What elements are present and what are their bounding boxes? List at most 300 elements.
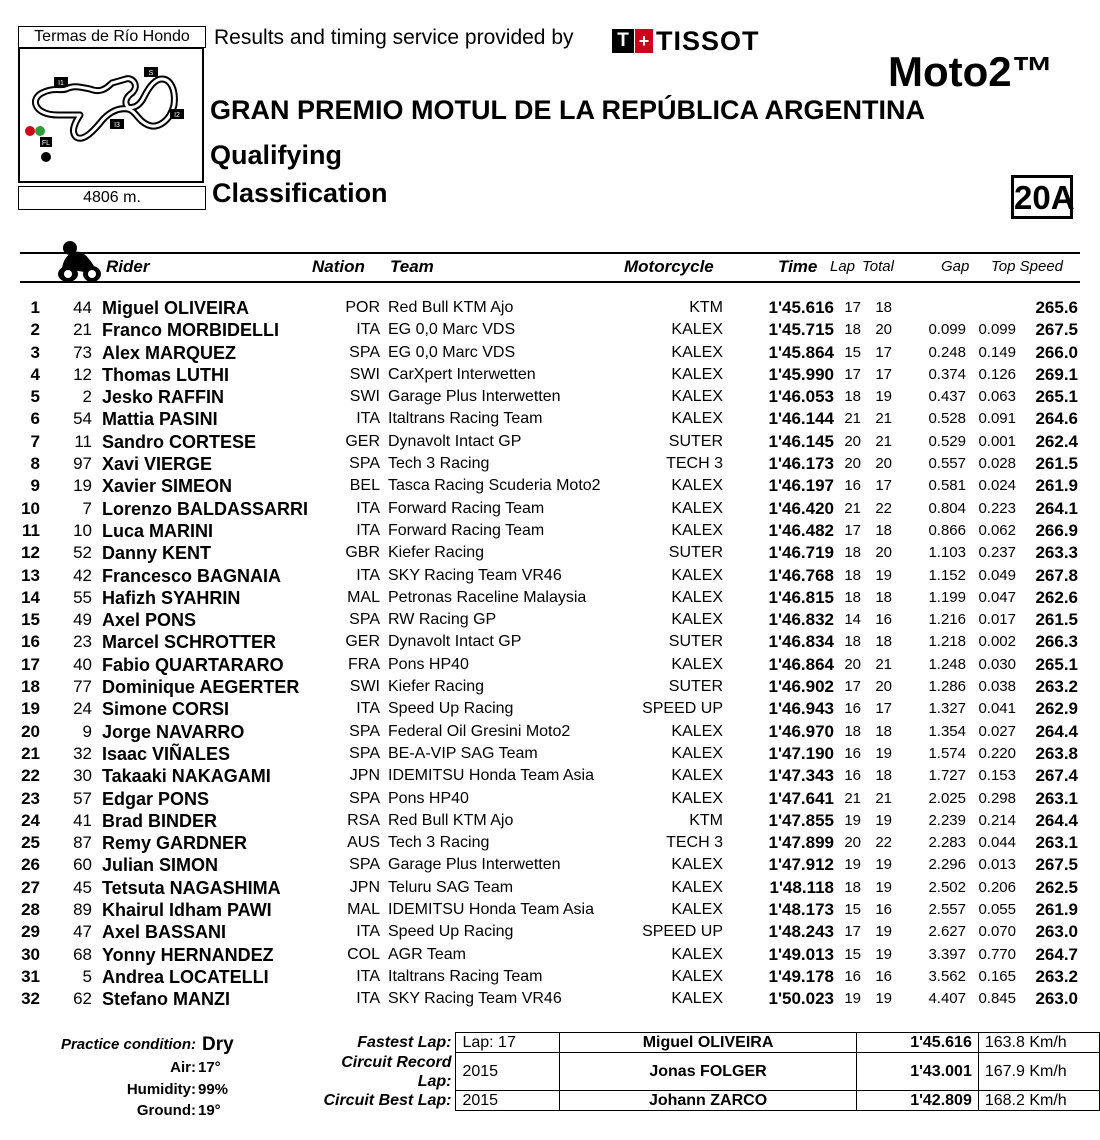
position: 11 [22,520,40,540]
gap-first: 1.727 [928,767,966,785]
team: EG 0,0 Marc VDS [388,321,516,339]
motorcycle: KALEX [671,611,723,629]
total-laps: 19 [875,811,892,829]
col-gap: Gap [941,258,970,275]
record-label: Circuit Record Lap: [341,1053,452,1090]
team: Kiefer Racing [388,678,485,696]
table-row [0,587,1100,609]
total-laps: 18 [875,633,892,651]
nation: GBR [345,544,380,562]
position: 6 [30,409,40,429]
lap-time: 1'45.990 [768,364,834,384]
col-motorcycle: Motorcycle [624,257,714,276]
best-lap: 18 [844,722,861,740]
total-laps: 18 [875,521,892,539]
gap-previous: 0.237 [978,544,1016,562]
gap-first: 4.407 [928,990,966,1008]
team: Italtrans Racing Team [388,967,543,985]
rider-number: 60 [73,855,92,875]
top-speed: 261.9 [1035,900,1078,920]
top-speed: 263.3 [1035,543,1078,563]
top-speed: 269.1 [1035,364,1078,384]
table-row [0,342,1100,364]
top-speed: 267.4 [1035,766,1078,786]
team: SKY Racing Team VR46 [388,566,562,584]
gap-first: 1.199 [928,588,966,606]
top-speed: 265.1 [1035,654,1078,674]
nation: RSA [347,811,380,829]
rider-name: Axel BASSANI [102,922,227,943]
top-speed: 263.8 [1035,743,1078,763]
best-lap: 20 [844,655,861,673]
best-lap: 16 [844,744,861,762]
lap-time: 1'48.173 [768,900,834,920]
motorcycle: KALEX [671,744,723,762]
team: Red Bull KTM Ajo [388,811,514,829]
rider-name: Lorenzo BALDASSARRI [102,498,308,519]
motorcycle: KALEX [671,321,723,339]
position: 13 [21,565,40,585]
total-laps: 18 [875,588,892,606]
gap-first: 0.528 [928,410,966,428]
tissot-logo [612,25,760,56]
record-label: Fastest Lap: [357,1034,452,1051]
total-laps: 22 [875,834,892,852]
gap-previous: 0.027 [978,722,1016,740]
rider-number: 55 [73,587,92,607]
best-lap: 15 [844,945,861,963]
best-lap: 20 [844,432,861,450]
circuit-length: 4806 m. [18,186,206,210]
rider-name: Jesko RAFFIN [102,387,225,408]
gap-first: 1.152 [928,566,966,584]
gap-previous: 0.153 [978,767,1016,785]
total-laps: 16 [875,967,892,985]
rider-name: Dominique AEGERTER [102,677,300,698]
table-row [0,631,1100,653]
top-speed: 263.1 [1035,833,1078,853]
rider-number: 24 [73,699,92,719]
gap-previous: 0.070 [978,923,1016,941]
team: Garage Plus Interwetten [388,856,561,874]
gap-first: 0.581 [928,477,966,495]
nation: SPA [349,744,380,762]
position: 1 [30,298,40,317]
best-lap: 18 [844,544,861,562]
table-row [0,721,1100,743]
record-rider: Miguel OLIVEIRA [559,1033,856,1053]
position: 15 [21,610,40,630]
rider-number: 77 [73,677,92,697]
team: Dynavolt Intact GP [388,633,522,651]
total-laps: 20 [875,678,892,696]
rider-name: Andrea LOCATELLI [102,966,269,987]
nation: SPA [349,856,380,874]
team: Red Bull KTM Ajo [388,299,514,316]
team: RW Racing GP [388,611,497,629]
nation: ITA [356,990,380,1008]
top-speed: 265.1 [1035,387,1078,407]
top-speed: 262.5 [1035,877,1078,897]
rider-name: Xavier SIMEON [102,476,233,497]
position: 23 [21,788,40,808]
table-row [0,944,1100,966]
rider-name: Xavi VIERGE [102,454,213,475]
gap-previous: 0.223 [978,499,1016,517]
position: 22 [21,766,40,786]
table-row [0,743,1100,765]
motorcycle: KALEX [671,789,723,807]
rider-number: 40 [73,654,92,674]
gap-first: 0.804 [928,499,966,517]
table-row [0,475,1100,497]
best-lap: 15 [844,343,861,361]
rider-name: Brad BINDER [102,810,218,831]
nation: JPN [349,767,380,785]
gap-previous: 0.013 [978,856,1016,874]
total-laps: 20 [875,544,892,562]
position: 10 [21,498,40,518]
nation: ITA [356,566,380,584]
total-laps: 22 [875,499,892,517]
rider-name: Danny KENT [102,543,212,564]
table-row [0,431,1100,453]
circuit-name: Termas de Río Hondo [18,26,206,48]
table-row [0,609,1100,631]
rider-name: Miguel OLIVEIRA [102,298,250,318]
gap-previous: 0.002 [978,633,1016,651]
lap-time: 1'46.864 [768,654,834,674]
rider-name: Stefano MANZI [102,989,230,1010]
position: 16 [21,632,40,652]
nation: ITA [356,700,380,718]
table-row [0,565,1100,587]
rider-number: 9 [82,721,92,741]
motorcycle: KTM [689,299,723,316]
best-lap: 19 [844,990,861,1008]
record-time: 1'43.001 [857,1053,979,1091]
rider-number: 62 [73,989,92,1009]
table-row [0,297,1100,319]
rider-number: 54 [73,409,92,429]
header-top-line [20,252,1080,254]
gap-first: 1.216 [928,611,966,629]
gap-previous: 0.149 [978,343,1016,361]
top-speed: 263.0 [1035,922,1078,942]
top-speed: 264.6 [1035,409,1078,429]
position: 2 [30,320,40,340]
total-laps: 19 [875,878,892,896]
gap-first: 0.866 [928,521,966,539]
rider-name: Mattia PASINI [102,409,218,430]
air-value: 17° [198,1059,221,1076]
col-rider: Rider [106,257,150,276]
gap-previous: 0.126 [978,365,1016,383]
motorcycle: SPEED UP [642,923,723,941]
rider-name: Tetsuta NAGASHIMA [102,877,281,898]
top-speed: 264.1 [1035,498,1078,518]
fl-marker: FL [41,140,51,147]
position: 19 [21,699,40,719]
gap-first: 2.627 [928,923,966,941]
table-row [0,899,1100,921]
motorcycle: KALEX [671,477,723,495]
s-marker: S [148,70,154,77]
lap-records-table [298,1032,1100,1111]
rider-number: 21 [73,320,92,340]
top-speed: 263.0 [1035,989,1078,1009]
top-speed: 263.2 [1035,966,1078,986]
lap-time: 1'46.420 [768,498,834,518]
best-lap: 15 [844,901,861,919]
document-code: 20A [1011,175,1073,219]
gap-first: 0.248 [928,343,966,361]
top-speed: 266.9 [1035,520,1078,540]
position: 12 [21,543,40,563]
total-laps: 19 [875,388,892,406]
gap-first: 0.374 [928,365,966,383]
event-title: GRAN PREMIO MOTUL DE LA REPÚBLICA ARGENTINA [210,95,925,125]
top-speed: 263.2 [1035,677,1078,697]
rider-name: Marcel SCHROTTER [102,632,277,653]
rider-name: Isaac VIÑALES [102,743,231,764]
table-row [0,988,1100,1010]
total-laps: 19 [875,744,892,762]
table-row [0,520,1100,542]
team: Petronas Raceline Malaysia [388,588,587,606]
top-speed: 263.1 [1035,788,1078,808]
gap-first: 1.327 [928,700,966,718]
rider-number: 57 [73,788,92,808]
nation: GER [345,633,380,651]
table-row [0,765,1100,787]
position: 9 [30,476,40,496]
rider-number: 30 [73,766,92,786]
top-speed: 267.5 [1035,320,1078,340]
record-row [298,1053,1100,1091]
rider-number: 32 [73,743,92,763]
position: 17 [21,654,40,674]
rider-number: 12 [73,364,92,384]
gap-first: 3.397 [928,945,966,963]
table-row [0,877,1100,899]
table-row [0,654,1100,676]
best-lap: 18 [844,878,861,896]
position: 5 [30,387,40,407]
team: Kiefer Racing [388,544,485,562]
total-laps: 16 [875,611,892,629]
motorcycle: KALEX [671,878,723,896]
rider-number: 7 [82,498,92,518]
best-lap: 17 [844,678,861,696]
gap-first: 1.286 [928,678,966,696]
lap-time: 1'46.173 [768,454,834,474]
lap-time: 1'46.197 [768,476,834,496]
record-label: Circuit Best Lap: [323,1092,452,1109]
lap-time: 1'45.616 [768,298,834,317]
motorcycle: KALEX [671,990,723,1008]
best-lap: 17 [844,299,861,316]
motorcycle: KALEX [671,588,723,606]
best-lap: 21 [844,499,861,517]
motorcycle: TECH 3 [666,455,723,473]
best-lap: 16 [844,767,861,785]
col-top-speed: Top Speed [991,258,1064,275]
rider-name: Fabio QUARTARARO [102,654,284,675]
nation: SPA [349,343,380,361]
lap-time: 1'46.970 [768,721,834,741]
gap-previous: 0.030 [978,655,1016,673]
top-speed: 265.6 [1035,298,1078,317]
total-laps: 21 [875,432,892,450]
gap-previous: 0.017 [978,611,1016,629]
position: 30 [21,944,40,964]
gap-previous: 0.062 [978,521,1016,539]
lap-time: 1'46.144 [768,409,834,429]
team: Pons HP40 [388,789,469,807]
gap-previous: 0.028 [978,455,1016,473]
gap-previous: 0.001 [978,432,1016,450]
total-laps: 20 [875,321,892,339]
rider-name: Remy GARDNER [102,833,248,854]
rider-number: 97 [73,454,92,474]
nation: SWI [349,678,380,696]
team: Garage Plus Interwetten [388,388,561,406]
team: Forward Racing Team [388,499,545,517]
best-lap: 18 [844,633,861,651]
nation: ITA [356,321,380,339]
nation: ITA [356,967,380,985]
rider-number: 10 [73,520,92,540]
gap-first: 1.248 [928,655,966,673]
position: 4 [30,364,40,384]
record-rider: Johann ZARCO [559,1091,856,1111]
table-row [0,498,1100,520]
total-laps: 21 [875,655,892,673]
team: Teluru SAG Team [388,878,514,896]
rider-name: Jorge NAVARRO [102,721,245,742]
provider-text: Results and timing service provided by [214,26,574,49]
table-row [0,408,1100,430]
team: Speed Up Racing [388,923,514,941]
total-laps: 21 [875,410,892,428]
rider-name: Sandro CORTESE [102,431,257,452]
rider-number: 42 [73,565,92,585]
record-rider: Jonas FOLGER [559,1053,856,1091]
logo-word: TISSOT [656,25,760,56]
rider-name: Hafizh SYAHRIN [102,587,241,608]
gap-previous: 0.298 [978,789,1016,807]
total-laps: 20 [875,455,892,473]
rider-name: Julian SIMON [102,855,219,876]
gap-previous: 0.047 [978,588,1016,606]
gap-first: 2.557 [928,901,966,919]
motorcycle: KALEX [671,856,723,874]
rider-number: 52 [73,543,92,563]
circuit-map [18,47,204,183]
ground-value: 19° [198,1102,221,1119]
rider-name: Thomas LUTHI [102,364,230,385]
gap-previous: 0.044 [978,834,1016,852]
record-time: 1'45.616 [857,1033,979,1053]
top-speed: 264.7 [1035,944,1078,964]
rider-number: 41 [73,810,92,830]
rider-number: 23 [73,632,92,652]
team: IDEMITSU Honda Team Asia [388,767,595,785]
rider-number: 19 [73,476,92,496]
lap-time: 1'46.145 [768,431,834,451]
best-lap: 18 [844,566,861,584]
gap-previous: 0.091 [978,410,1016,428]
table-row [0,921,1100,943]
lap-time: 1'47.641 [768,788,834,808]
rider-name: Khairul Idham PAWI [102,900,272,921]
best-lap: 20 [844,834,861,852]
lap-time: 1'50.023 [768,989,834,1009]
table-row [0,966,1100,988]
table-row [0,832,1100,854]
gap-previous: 0.165 [978,967,1016,985]
motorcycle: KALEX [671,967,723,985]
team: Speed Up Racing [388,700,514,718]
position: 14 [21,587,40,607]
position: 18 [21,677,40,697]
motorcycle: KALEX [671,566,723,584]
best-lap: 16 [844,477,861,495]
air-label: Air: [170,1059,196,1076]
nation: GER [345,432,380,450]
nation: ITA [356,923,380,941]
best-lap: 17 [844,365,861,383]
gap-previous: 0.206 [978,878,1016,896]
team: SKY Racing Team VR46 [388,990,562,1008]
i2-marker: I2 [174,112,180,119]
table-row [0,698,1100,720]
best-lap: 18 [844,388,861,406]
team: EG 0,0 Marc VDS [388,343,516,361]
record-lap: 2015 [456,1091,559,1111]
motorcycle: KALEX [671,901,723,919]
swiss-cross-icon: + [635,29,653,53]
col-nation: Nation [312,257,365,276]
gap-previous: 0.024 [978,477,1016,495]
position: 31 [21,966,40,986]
total-laps: 17 [875,343,892,361]
gap-first: 2.025 [928,789,966,807]
nation: MAL [347,901,380,919]
gap-previous: 0.770 [978,945,1016,963]
rider-number: 45 [73,877,92,897]
gap-first: 1.218 [928,633,966,651]
gap-previous: 0.214 [978,811,1016,829]
nation: SPA [349,455,380,473]
motorcycle: KALEX [671,767,723,785]
gap-previous: 0.845 [978,990,1016,1008]
total-laps: 19 [875,945,892,963]
col-total: Total [862,258,894,275]
total-laps: 18 [875,722,892,740]
rider-number: 5 [82,966,92,986]
position: 8 [30,454,40,474]
record-lap: 2015 [456,1053,559,1091]
gap-first: 0.437 [928,388,966,406]
record-lap: Lap: 17 [456,1033,559,1053]
rider-number: 44 [73,298,92,317]
table-row [0,676,1100,698]
team: Federal Oil Gresini Moto2 [388,722,571,740]
position: 32 [21,989,40,1009]
lap-time: 1'48.243 [768,922,834,942]
